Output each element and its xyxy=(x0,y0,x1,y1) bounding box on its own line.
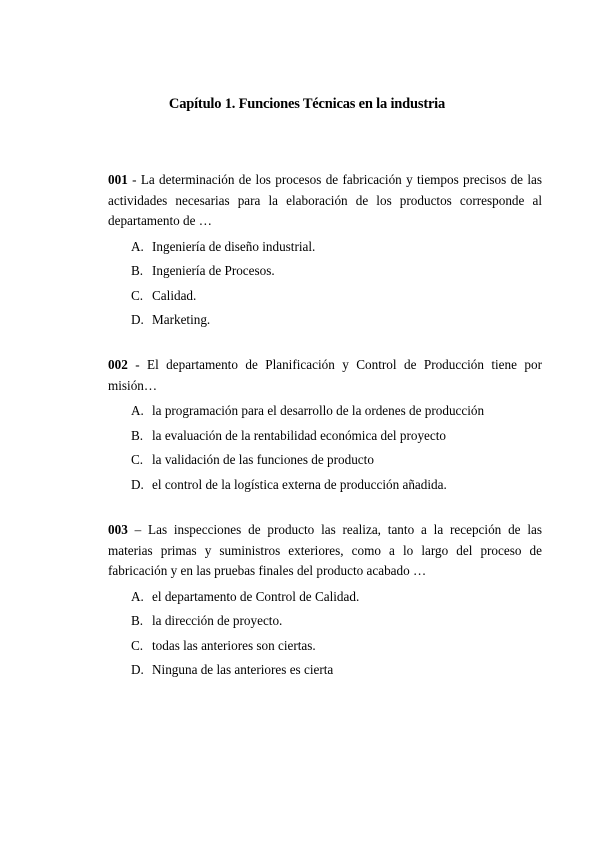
option-d[interactable] xyxy=(108,473,542,498)
option-letter: D. xyxy=(131,312,144,327)
question-number: 002 xyxy=(108,357,128,372)
question-body: Las inspecciones de producto las realiza, tanto a la recepción de las materias primas y suministros exteriores, como a lo largo del proceso de fabricación y en las pruebas finales del producto acabado … xyxy=(108,522,542,578)
question-separator: – xyxy=(127,522,149,537)
question-text xyxy=(108,170,542,232)
question-text xyxy=(108,355,542,396)
question-003 xyxy=(108,520,542,683)
option-letter: C. xyxy=(131,452,144,467)
option-c[interactable] xyxy=(108,284,542,309)
option-text: Ingeniería de Procesos. xyxy=(152,263,275,278)
option-letter: C. xyxy=(131,637,144,653)
question-002 xyxy=(108,355,542,497)
option-list xyxy=(108,399,542,497)
option-letter: B. xyxy=(131,263,144,278)
option-d[interactable] xyxy=(108,308,542,333)
option-b[interactable] xyxy=(108,609,542,634)
option-d[interactable] xyxy=(108,658,542,683)
option-a[interactable] xyxy=(108,585,542,610)
option-a[interactable] xyxy=(108,399,542,424)
question-separator: - xyxy=(127,357,148,372)
option-letter: D. xyxy=(131,476,144,492)
question-text xyxy=(108,520,542,582)
option-letter: D. xyxy=(131,662,144,677)
option-letter: B. xyxy=(131,613,144,628)
question-number: 003 xyxy=(108,522,128,537)
option-text: Marketing. xyxy=(152,312,211,327)
option-c[interactable] xyxy=(108,448,542,473)
option-list xyxy=(108,235,542,333)
option-letter: B. xyxy=(131,427,144,443)
option-a[interactable] xyxy=(108,235,542,260)
option-letter: A. xyxy=(131,238,144,254)
option-b[interactable] xyxy=(108,259,542,284)
option-letter: C. xyxy=(131,287,144,303)
option-text: Calidad. xyxy=(152,287,197,303)
question-001 xyxy=(108,170,542,333)
option-text: Ingeniería de diseño industrial. xyxy=(152,238,316,254)
question-body: El departamento de Planificación y Control de Producción tiene por misión… xyxy=(108,357,542,393)
question-body: La determinación de los procesos de fabricación y tiempos precisos de las actividades necesarias para la elaboración de los productos corresponde al departamento de … xyxy=(108,172,542,228)
option-text: la programación para el desarrollo de la ordenes de producción xyxy=(152,403,485,418)
question-separator: - xyxy=(127,172,141,187)
option-list xyxy=(108,585,542,683)
option-letter: A. xyxy=(131,403,144,418)
option-c[interactable] xyxy=(108,634,542,659)
option-letter: A. xyxy=(131,588,144,604)
option-text: todas las anteriores son ciertas. xyxy=(152,637,316,653)
option-text: la dirección de proyecto. xyxy=(152,613,283,628)
option-text: el departamento de Control de Calidad. xyxy=(152,588,360,604)
option-text: la validación de las funciones de producto xyxy=(152,452,374,467)
option-text: el control de la logística externa de producción añadida. xyxy=(152,476,447,492)
option-b[interactable] xyxy=(108,424,542,449)
option-text: la evaluación de la rentabilidad económica del proyecto xyxy=(152,427,447,443)
page-title: Capítulo 1. Funciones Técnicas en la industria xyxy=(168,96,446,112)
question-number: 001 xyxy=(108,172,128,187)
option-text: Ninguna de las anteriores es cierta xyxy=(152,662,334,677)
